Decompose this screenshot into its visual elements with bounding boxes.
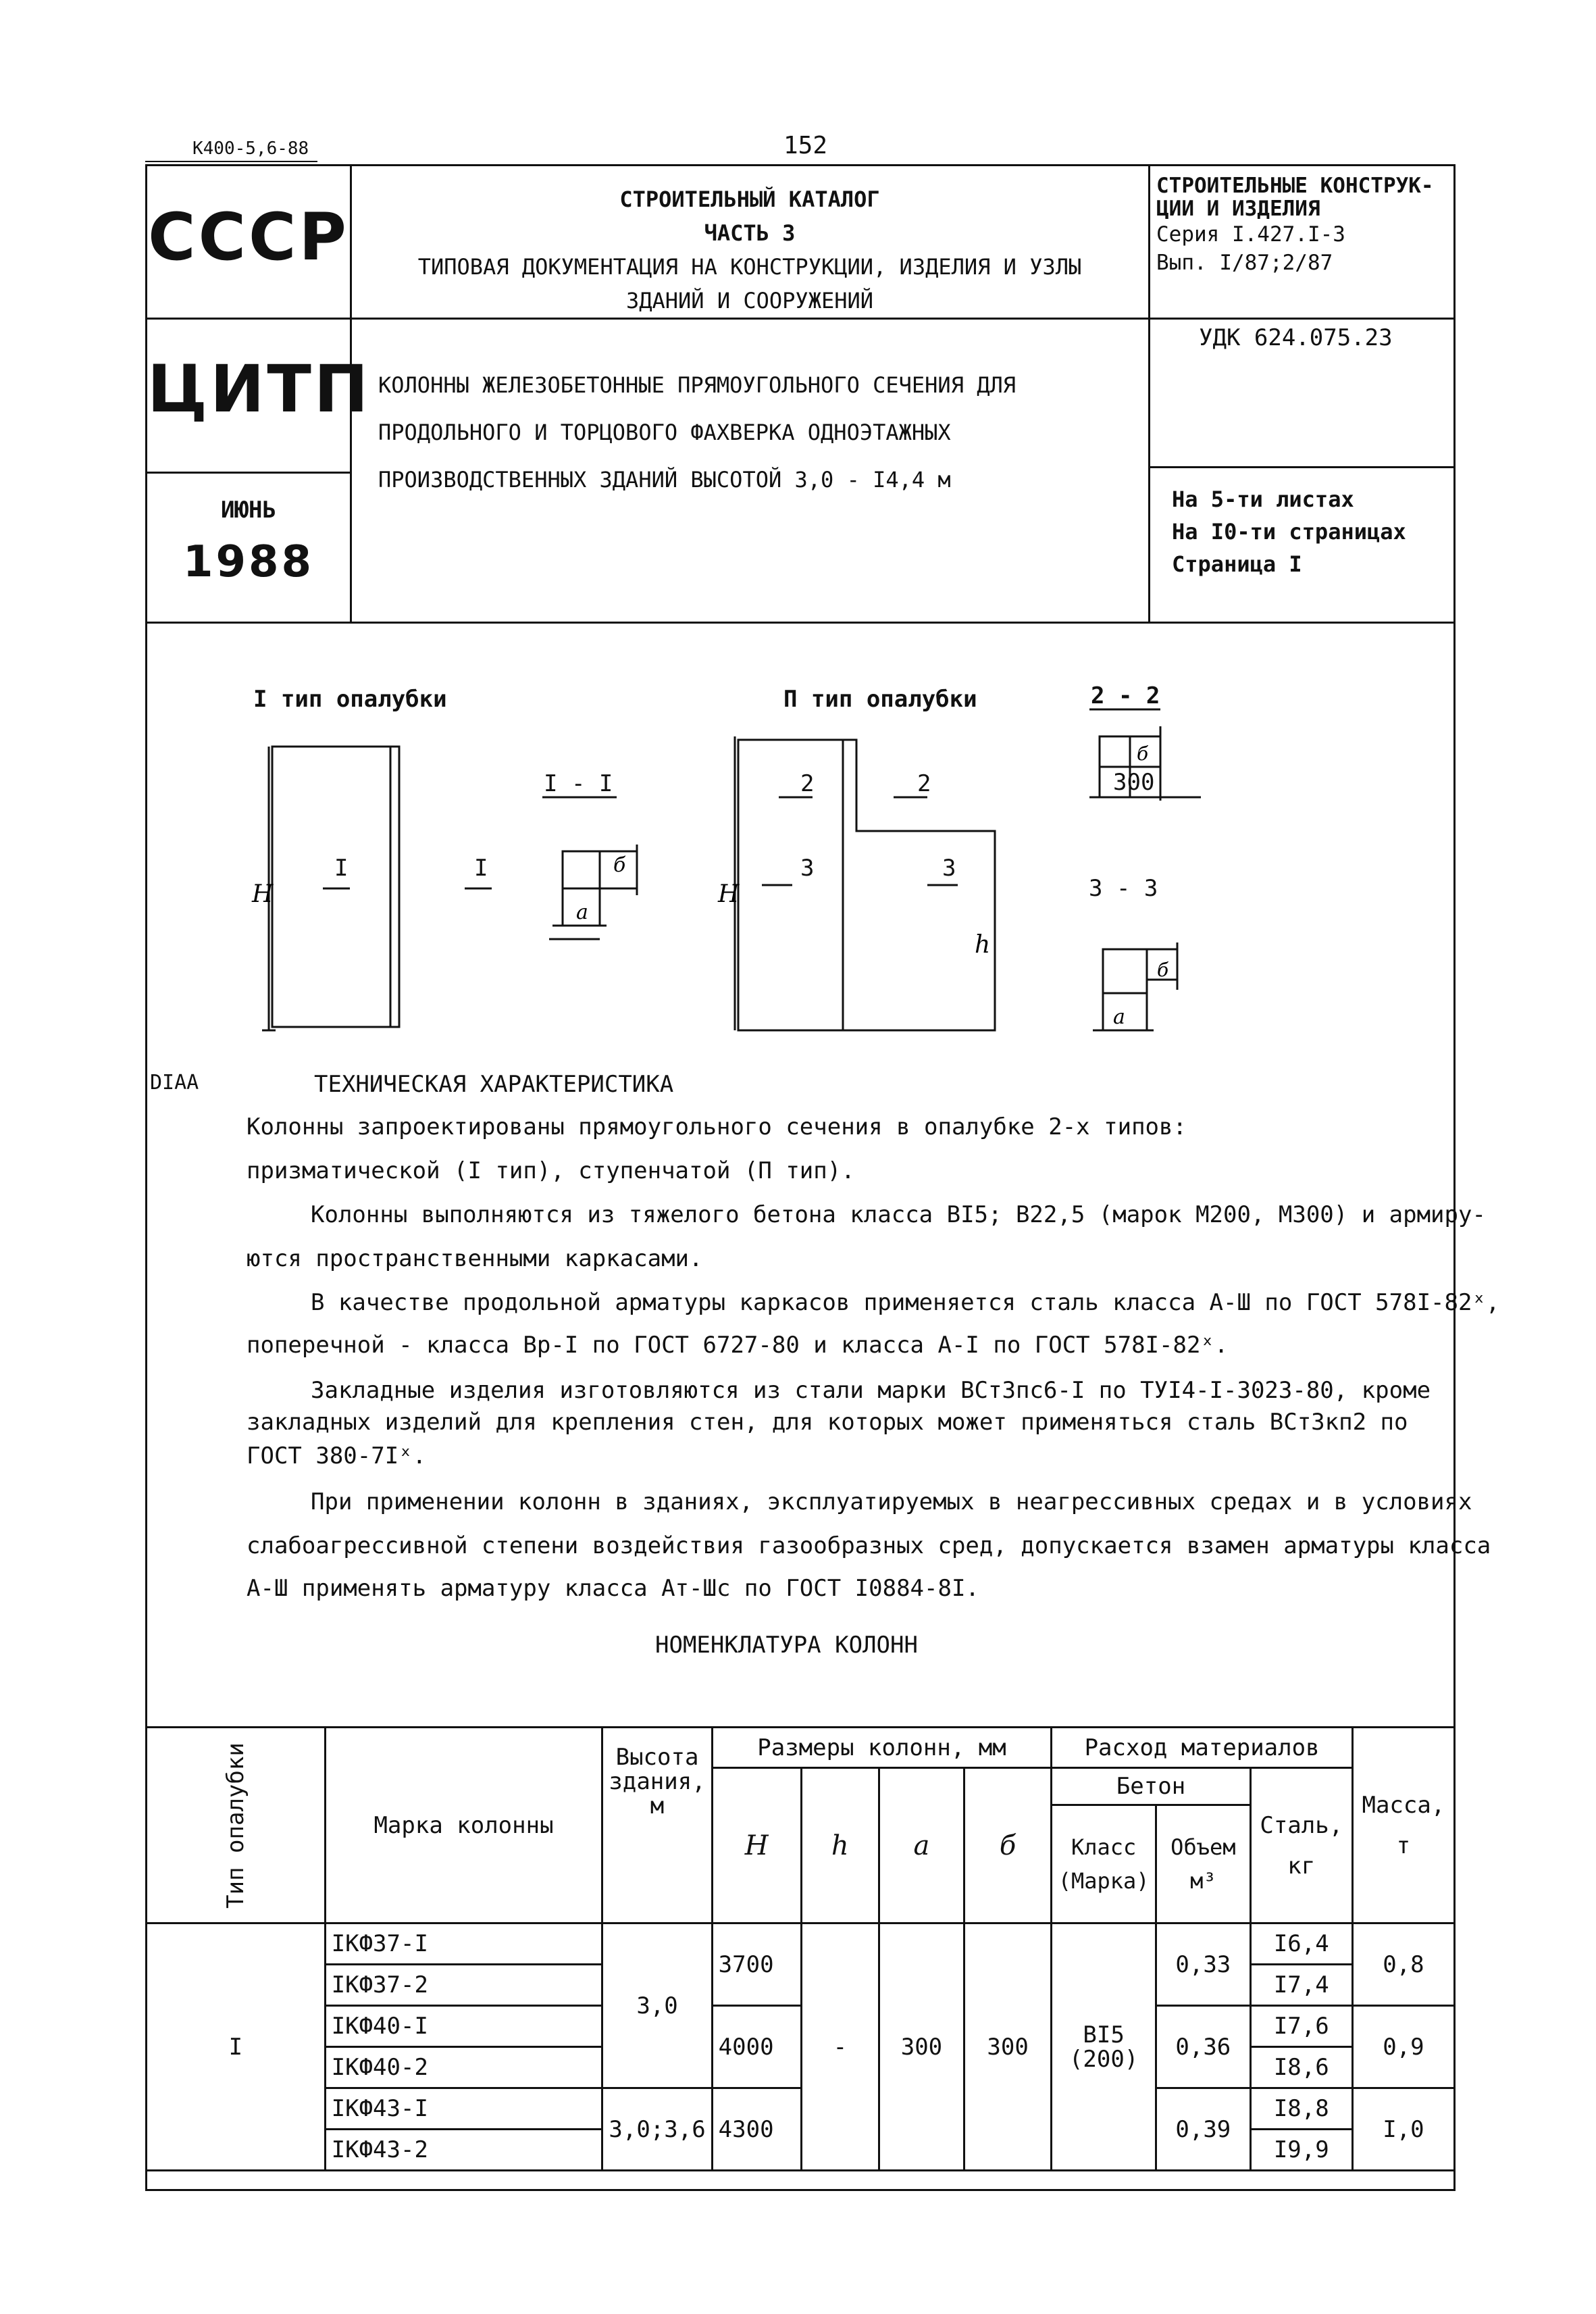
section-mark-3b: 3 — [942, 855, 956, 882]
steel-cell: I7,6 — [1250, 2006, 1352, 2047]
type-value: I — [147, 1923, 326, 2171]
header-H: H — [712, 1768, 801, 1923]
header-dims: Размеры колонн, мм — [712, 1728, 1052, 1768]
steel-cell: I8,8 — [1250, 2088, 1352, 2130]
dim-b-sec3: б — [1157, 959, 1169, 981]
section-2-2: 2 - 2 — [1091, 682, 1160, 709]
sheets-block — [1172, 483, 1406, 580]
tech-line: Колонны запроектированы прямоугольного сечения в опалубке 2-х типов: — [247, 1113, 1187, 1140]
section-3-3: 3 - 3 — [1089, 875, 1158, 902]
header-mark: Марка колонны — [325, 1728, 602, 1923]
mark-cell: IКФ40-I — [325, 2006, 602, 2047]
code-mark: DIAA — [150, 1071, 199, 1095]
mark-cell: IКФ37-2 — [325, 1965, 602, 2006]
catalog-line: ЧАСТЬ 3 — [704, 220, 796, 246]
section-line: Вып. I/87;2/87 — [1156, 251, 1333, 275]
section-line: СТРОИТЕЛЬНЫЕ КОНСТРУК- — [1156, 174, 1434, 198]
dim-H-type1: H — [252, 880, 274, 908]
catalog-block — [351, 182, 1148, 318]
section-mark-3: 3 — [800, 855, 815, 882]
tech-line: слабоагрессивной степени воздействия газообразных сред, допускается взамен арматуры класса — [247, 1532, 1491, 1559]
country-label: СССР — [148, 199, 349, 275]
header-steel: Сталь, кг — [1250, 1768, 1352, 1923]
steel-cell: I8,6 — [1250, 2047, 1352, 2088]
type2-label: П тип опалубки — [783, 686, 977, 713]
udk: УДК 624.075.23 — [1199, 324, 1393, 351]
section-line: ЦИИ И ИЗДЕЛИЯ — [1156, 197, 1320, 221]
mark-cell: IКФ37-I — [325, 1923, 602, 1965]
height-cell: 3,0;3,6 — [602, 2088, 712, 2171]
section-line: Серия I.427.I-3 — [1156, 222, 1345, 247]
header-class: Класс (Марка) — [1052, 1805, 1156, 1923]
b-cell: 300 — [964, 1923, 1051, 2171]
dim-b-sec1: б — [613, 853, 626, 877]
title-block — [378, 361, 1016, 503]
mark-cell: IКФ40-2 — [325, 2047, 602, 2088]
mark-cell: IКФ43-I — [325, 2088, 602, 2130]
type1-column-outline — [272, 747, 399, 1027]
header-h: h — [801, 1768, 879, 1923]
a-cell: 300 — [879, 1923, 964, 2171]
dim-300: 300 — [1113, 769, 1155, 796]
page-number: 152 — [783, 132, 828, 159]
steel-cell: I7,4 — [1250, 1965, 1352, 2006]
h-cell: - — [801, 1923, 879, 2171]
tech-line: поперечной - класса Bp-I по ГОСТ 6727-80 и класса A-I по ГОСТ 578I-82ˣ. — [247, 1332, 1229, 1359]
tech-line: Закладные изделия изготовляются из стали марки ВСт3пс6-I по ТУI4-I-3023-80, кроме — [311, 1377, 1431, 1404]
nomenclature-table — [145, 1726, 1456, 2171]
section-1-1: I - I — [544, 770, 613, 797]
header-height: Высота здания, м — [602, 1728, 712, 1923]
tech-line: A-Ш применять арматуру класса Aт-Шс по ГОСТ I0884-8I. — [247, 1575, 979, 1602]
steel-cell: I6,4 — [1250, 1923, 1352, 1965]
tech-line: ются пространственными каркасами. — [247, 1245, 703, 1272]
header-b: б — [964, 1768, 1051, 1923]
volume-cell: 0,36 — [1156, 2006, 1250, 2088]
tech-line: закладных изделий для крепления стен, для которых может применяться сталь ВСт3кп2 по — [247, 1409, 1408, 1436]
dim-h-type2: h — [975, 931, 991, 959]
catalog-line: СТРОИТЕЛЬНЫЙ КАТАЛОГ — [619, 186, 880, 212]
section-block — [1156, 174, 1434, 274]
volume-cell: 0,33 — [1156, 1923, 1250, 2006]
sheets-line: Страница I — [1172, 551, 1302, 577]
tech-line: ГОСТ 380-7Iˣ. — [247, 1442, 427, 1469]
H-cell: 4300 — [712, 2088, 801, 2171]
volume-cell: 0,39 — [1156, 2088, 1250, 2171]
tech-line: При применении колонн в зданиях, эксплуатируемых в неагрессивных средах и в условиях — [311, 1488, 1472, 1515]
header-materials: Расход материалов — [1052, 1728, 1353, 1768]
mark-cell: IКФ43-2 — [325, 2130, 602, 2171]
height-cell: 3,0 — [602, 1923, 712, 2088]
dim-a-sec1: a — [576, 901, 588, 924]
steel-cell: I9,9 — [1250, 2130, 1352, 2171]
catalog-line: ЗДАНИЙ И СООРУЖЕНИЙ — [625, 288, 874, 313]
dim-H-type2: H — [718, 880, 740, 908]
mass-cell: 0,8 — [1352, 1923, 1454, 2006]
mass-cell: 0,9 — [1352, 2006, 1454, 2088]
header-concrete: Бетон — [1052, 1768, 1250, 1805]
year-label: 1988 — [182, 537, 315, 587]
doc-code: К400-5,6-88 — [192, 139, 309, 159]
header-mass: Масса, т — [1352, 1728, 1454, 1923]
mass-cell: I,0 — [1352, 2088, 1454, 2171]
H-cell: 3700 — [712, 1923, 801, 2006]
title-line: ПРОДОЛЬНОГО И ТОРЦОВОГО ФАХВЕРКА ОДНОЭТАЖНЫХ — [378, 420, 951, 445]
nomenclature-title: НОМЕНКЛАТУРА КОЛОНН — [655, 1632, 918, 1659]
sheets-line: На I0-ти страницах — [1172, 519, 1406, 545]
month-label: ИЮНЬ — [221, 497, 276, 524]
title-line: КОЛОННЫ ЖЕЛЕЗОБЕТОННЫЕ ПРЯМОУГОЛЬНОГО СЕЧЕНИЯ ДЛЯ — [378, 372, 1016, 398]
dim-a-sec3: a — [1113, 1005, 1125, 1029]
tech-line: призматической (I тип), ступенчатой (П тип). — [247, 1157, 855, 1184]
header-a: a — [879, 1768, 964, 1923]
concrete-class-cell: BI5 (200) — [1052, 1923, 1156, 2171]
header-form-type: Тип опалубки — [147, 1728, 326, 1923]
tech-line: В качестве продольной арматуры каркасов применяется сталь класса A-Ш по ГОСТ 578I-82ˣ, — [311, 1289, 1500, 1316]
org-label: ЦИТП — [147, 351, 371, 427]
section-mark-1: I — [334, 855, 349, 882]
catalog-line: ТИПОВАЯ ДОКУМЕНТАЦИЯ НА КОНСТРУКЦИИ, ИЗДЕЛИЯ И УЗЛЫ — [417, 254, 1082, 280]
H-cell: 4000 — [712, 2006, 801, 2088]
header-volume: Объем м³ — [1156, 1805, 1250, 1923]
tech-heading: ТЕХНИЧЕСКАЯ ХАРАКТЕРИСТИКА — [314, 1071, 674, 1098]
section-mark-1b: I — [474, 855, 488, 882]
dim-b-sec2: б — [1137, 743, 1149, 765]
title-line: ПРОИЗВОДСТВЕННЫХ ЗДАНИЙ ВЫСОТОЙ 3,0 - I4,4 м — [378, 467, 951, 493]
tech-line: Колонны выполняются из тяжелого бетона класса BI5; B22,5 (марок M200, M300) и армиру- — [311, 1201, 1486, 1228]
section-mark-2b: 2 — [917, 770, 931, 797]
type1-label: I тип опалубки — [253, 686, 447, 713]
sheets-line: На 5-ти листах — [1172, 486, 1354, 512]
section-mark-2: 2 — [800, 770, 815, 797]
